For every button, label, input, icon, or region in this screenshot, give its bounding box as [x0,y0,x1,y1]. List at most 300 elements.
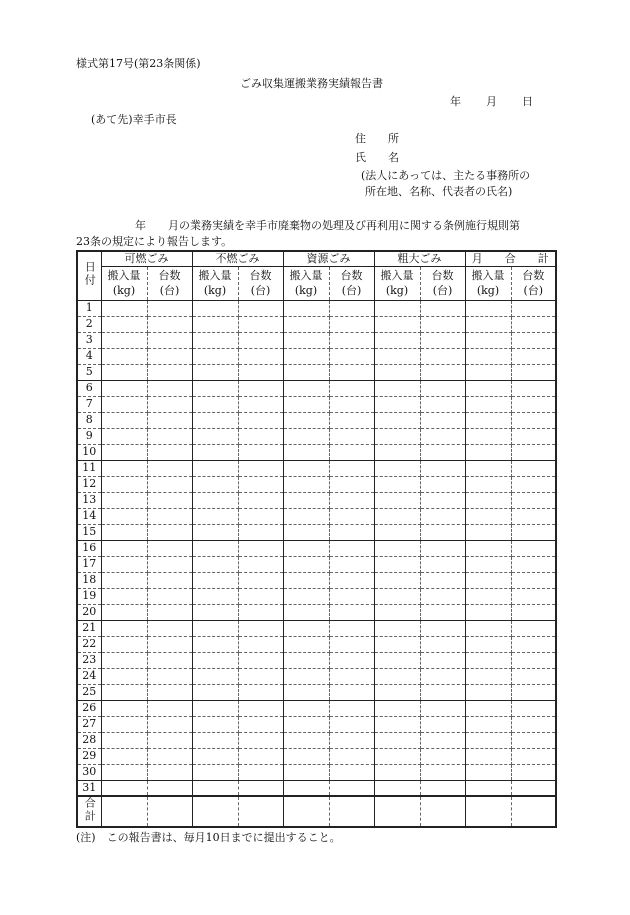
amount-cell[interactable] [192,380,238,396]
amount-cell[interactable] [374,652,420,668]
vehicle-count-cell[interactable] [238,380,283,396]
vehicle-count-cell[interactable] [329,588,374,604]
vehicle-count-cell[interactable] [420,764,465,780]
vehicle-count-cell[interactable] [238,540,283,556]
vehicle-count-cell[interactable] [511,684,556,700]
vehicle-count-cell[interactable] [511,700,556,716]
amount-cell[interactable] [101,764,147,780]
amount-cell[interactable] [465,332,511,348]
vehicle-count-cell[interactable] [147,348,192,364]
vehicle-count-cell[interactable] [329,348,374,364]
vehicle-count-cell[interactable] [511,540,556,556]
amount-cell[interactable] [192,460,238,476]
vehicle-count-cell[interactable] [329,492,374,508]
vehicle-count-cell[interactable] [329,732,374,748]
vehicle-count-cell[interactable] [420,300,465,316]
vehicle-count-cell[interactable] [238,460,283,476]
amount-cell[interactable] [192,652,238,668]
amount-cell[interactable] [465,380,511,396]
amount-cell[interactable] [192,332,238,348]
vehicle-count-cell[interactable] [147,428,192,444]
amount-cell[interactable] [465,348,511,364]
vehicle-count-cell[interactable] [420,332,465,348]
vehicle-count-cell[interactable] [147,316,192,332]
vehicle-count-cell[interactable] [511,588,556,604]
vehicle-count-cell[interactable] [329,620,374,636]
vehicle-count-cell[interactable] [329,684,374,700]
amount-cell[interactable] [101,748,147,764]
amount-cell[interactable] [465,396,511,412]
total-vehicle-count-cell[interactable] [329,796,374,827]
vehicle-count-cell[interactable] [238,668,283,684]
amount-cell[interactable] [283,700,329,716]
vehicle-count-cell[interactable] [329,540,374,556]
vehicle-count-cell[interactable] [511,300,556,316]
vehicle-count-cell[interactable] [238,780,283,796]
total-amount-cell[interactable] [374,796,420,827]
amount-cell[interactable] [465,492,511,508]
vehicle-count-cell[interactable] [238,556,283,572]
amount-cell[interactable] [374,556,420,572]
vehicle-count-cell[interactable] [238,492,283,508]
vehicle-count-cell[interactable] [420,316,465,332]
amount-cell[interactable] [192,748,238,764]
vehicle-count-cell[interactable] [238,300,283,316]
amount-cell[interactable] [101,652,147,668]
vehicle-count-cell[interactable] [147,492,192,508]
amount-cell[interactable] [283,732,329,748]
vehicle-count-cell[interactable] [238,444,283,460]
total-amount-cell[interactable] [283,796,329,827]
vehicle-count-cell[interactable] [147,652,192,668]
amount-cell[interactable] [374,668,420,684]
amount-cell[interactable] [283,492,329,508]
vehicle-count-cell[interactable] [420,668,465,684]
amount-cell[interactable] [192,716,238,732]
amount-cell[interactable] [192,492,238,508]
amount-cell[interactable] [283,780,329,796]
vehicle-count-cell[interactable] [511,348,556,364]
amount-cell[interactable] [283,364,329,380]
amount-cell[interactable] [101,476,147,492]
amount-cell[interactable] [192,428,238,444]
vehicle-count-cell[interactable] [329,572,374,588]
vehicle-count-cell[interactable] [147,764,192,780]
vehicle-count-cell[interactable] [511,780,556,796]
vehicle-count-cell[interactable] [238,748,283,764]
total-vehicle-count-cell[interactable] [238,796,283,827]
vehicle-count-cell[interactable] [147,588,192,604]
amount-cell[interactable] [101,540,147,556]
amount-cell[interactable] [101,556,147,572]
amount-cell[interactable] [283,508,329,524]
vehicle-count-cell[interactable] [329,604,374,620]
vehicle-count-cell[interactable] [511,748,556,764]
amount-cell[interactable] [192,348,238,364]
vehicle-count-cell[interactable] [420,572,465,588]
amount-cell[interactable] [192,412,238,428]
amount-cell[interactable] [101,348,147,364]
amount-cell[interactable] [192,444,238,460]
vehicle-count-cell[interactable] [511,732,556,748]
amount-cell[interactable] [465,684,511,700]
vehicle-count-cell[interactable] [238,396,283,412]
amount-cell[interactable] [465,476,511,492]
vehicle-count-cell[interactable] [511,716,556,732]
vehicle-count-cell[interactable] [147,684,192,700]
vehicle-count-cell[interactable] [329,556,374,572]
amount-cell[interactable] [192,588,238,604]
vehicle-count-cell[interactable] [511,508,556,524]
amount-cell[interactable] [192,732,238,748]
amount-cell[interactable] [101,780,147,796]
vehicle-count-cell[interactable] [511,556,556,572]
vehicle-count-cell[interactable] [147,620,192,636]
vehicle-count-cell[interactable] [147,780,192,796]
vehicle-count-cell[interactable] [147,700,192,716]
vehicle-count-cell[interactable] [420,748,465,764]
vehicle-count-cell[interactable] [511,460,556,476]
vehicle-count-cell[interactable] [147,748,192,764]
vehicle-count-cell[interactable] [329,428,374,444]
amount-cell[interactable] [465,780,511,796]
vehicle-count-cell[interactable] [420,428,465,444]
amount-cell[interactable] [101,380,147,396]
vehicle-count-cell[interactable] [147,412,192,428]
amount-cell[interactable] [192,524,238,540]
amount-cell[interactable] [192,396,238,412]
amount-cell[interactable] [283,524,329,540]
vehicle-count-cell[interactable] [238,636,283,652]
amount-cell[interactable] [374,444,420,460]
vehicle-count-cell[interactable] [420,492,465,508]
amount-cell[interactable] [283,652,329,668]
vehicle-count-cell[interactable] [420,380,465,396]
amount-cell[interactable] [374,620,420,636]
amount-cell[interactable] [283,460,329,476]
vehicle-count-cell[interactable] [511,428,556,444]
vehicle-count-cell[interactable] [238,732,283,748]
vehicle-count-cell[interactable] [420,604,465,620]
vehicle-count-cell[interactable] [238,348,283,364]
amount-cell[interactable] [101,444,147,460]
amount-cell[interactable] [374,604,420,620]
amount-cell[interactable] [283,412,329,428]
vehicle-count-cell[interactable] [420,524,465,540]
vehicle-count-cell[interactable] [147,524,192,540]
amount-cell[interactable] [101,412,147,428]
vehicle-count-cell[interactable] [238,508,283,524]
vehicle-count-cell[interactable] [511,604,556,620]
vehicle-count-cell[interactable] [147,364,192,380]
amount-cell[interactable] [101,492,147,508]
vehicle-count-cell[interactable] [238,412,283,428]
amount-cell[interactable] [374,412,420,428]
amount-cell[interactable] [192,316,238,332]
vehicle-count-cell[interactable] [420,412,465,428]
amount-cell[interactable] [283,348,329,364]
vehicle-count-cell[interactable] [238,428,283,444]
vehicle-count-cell[interactable] [238,332,283,348]
amount-cell[interactable] [192,668,238,684]
vehicle-count-cell[interactable] [511,332,556,348]
amount-cell[interactable] [283,572,329,588]
amount-cell[interactable] [374,764,420,780]
vehicle-count-cell[interactable] [238,620,283,636]
vehicle-count-cell[interactable] [329,716,374,732]
amount-cell[interactable] [101,620,147,636]
vehicle-count-cell[interactable] [238,700,283,716]
vehicle-count-cell[interactable] [329,748,374,764]
amount-cell[interactable] [465,364,511,380]
amount-cell[interactable] [101,668,147,684]
vehicle-count-cell[interactable] [329,444,374,460]
amount-cell[interactable] [101,364,147,380]
vehicle-count-cell[interactable] [329,396,374,412]
total-amount-cell[interactable] [192,796,238,827]
vehicle-count-cell[interactable] [238,572,283,588]
vehicle-count-cell[interactable] [420,588,465,604]
amount-cell[interactable] [374,364,420,380]
amount-cell[interactable] [192,636,238,652]
amount-cell[interactable] [374,684,420,700]
total-amount-cell[interactable] [465,796,511,827]
vehicle-count-cell[interactable] [329,460,374,476]
amount-cell[interactable] [101,428,147,444]
amount-cell[interactable] [101,588,147,604]
amount-cell[interactable] [465,508,511,524]
amount-cell[interactable] [374,636,420,652]
amount-cell[interactable] [192,572,238,588]
vehicle-count-cell[interactable] [511,380,556,396]
total-amount-cell[interactable] [101,796,147,827]
vehicle-count-cell[interactable] [238,652,283,668]
amount-cell[interactable] [101,684,147,700]
vehicle-count-cell[interactable] [420,652,465,668]
amount-cell[interactable] [101,732,147,748]
vehicle-count-cell[interactable] [511,668,556,684]
amount-cell[interactable] [374,524,420,540]
amount-cell[interactable] [283,636,329,652]
vehicle-count-cell[interactable] [420,460,465,476]
vehicle-count-cell[interactable] [147,460,192,476]
amount-cell[interactable] [192,476,238,492]
amount-cell[interactable] [101,572,147,588]
vehicle-count-cell[interactable] [511,316,556,332]
vehicle-count-cell[interactable] [238,524,283,540]
vehicle-count-cell[interactable] [147,572,192,588]
amount-cell[interactable] [465,572,511,588]
amount-cell[interactable] [101,700,147,716]
vehicle-count-cell[interactable] [329,316,374,332]
amount-cell[interactable] [374,508,420,524]
amount-cell[interactable] [283,588,329,604]
vehicle-count-cell[interactable] [420,540,465,556]
amount-cell[interactable] [465,444,511,460]
amount-cell[interactable] [283,604,329,620]
vehicle-count-cell[interactable] [147,332,192,348]
vehicle-count-cell[interactable] [238,364,283,380]
amount-cell[interactable] [101,460,147,476]
amount-cell[interactable] [374,476,420,492]
amount-cell[interactable] [374,348,420,364]
vehicle-count-cell[interactable] [238,716,283,732]
amount-cell[interactable] [283,300,329,316]
vehicle-count-cell[interactable] [511,492,556,508]
amount-cell[interactable] [465,316,511,332]
vehicle-count-cell[interactable] [420,620,465,636]
amount-cell[interactable] [192,508,238,524]
amount-cell[interactable] [374,716,420,732]
amount-cell[interactable] [465,732,511,748]
vehicle-count-cell[interactable] [420,556,465,572]
vehicle-count-cell[interactable] [238,604,283,620]
amount-cell[interactable] [465,668,511,684]
vehicle-count-cell[interactable] [238,588,283,604]
amount-cell[interactable] [465,412,511,428]
amount-cell[interactable] [101,396,147,412]
amount-cell[interactable] [101,716,147,732]
vehicle-count-cell[interactable] [147,540,192,556]
amount-cell[interactable] [374,780,420,796]
amount-cell[interactable] [374,748,420,764]
amount-cell[interactable] [101,524,147,540]
vehicle-count-cell[interactable] [511,396,556,412]
vehicle-count-cell[interactable] [420,444,465,460]
amount-cell[interactable] [101,636,147,652]
vehicle-count-cell[interactable] [147,668,192,684]
amount-cell[interactable] [465,636,511,652]
amount-cell[interactable] [465,652,511,668]
amount-cell[interactable] [101,332,147,348]
amount-cell[interactable] [283,684,329,700]
amount-cell[interactable] [465,556,511,572]
total-vehicle-count-cell[interactable] [420,796,465,827]
amount-cell[interactable] [374,316,420,332]
vehicle-count-cell[interactable] [511,620,556,636]
amount-cell[interactable] [283,716,329,732]
vehicle-count-cell[interactable] [420,396,465,412]
amount-cell[interactable] [283,620,329,636]
amount-cell[interactable] [283,332,329,348]
total-vehicle-count-cell[interactable] [147,796,192,827]
vehicle-count-cell[interactable] [511,764,556,780]
vehicle-count-cell[interactable] [420,636,465,652]
amount-cell[interactable] [465,540,511,556]
vehicle-count-cell[interactable] [238,476,283,492]
amount-cell[interactable] [283,748,329,764]
amount-cell[interactable] [192,540,238,556]
amount-cell[interactable] [192,364,238,380]
amount-cell[interactable] [101,300,147,316]
amount-cell[interactable] [374,380,420,396]
vehicle-count-cell[interactable] [147,396,192,412]
vehicle-count-cell[interactable] [420,364,465,380]
amount-cell[interactable] [192,684,238,700]
amount-cell[interactable] [374,460,420,476]
amount-cell[interactable] [283,476,329,492]
amount-cell[interactable] [101,508,147,524]
amount-cell[interactable] [465,300,511,316]
amount-cell[interactable] [192,620,238,636]
vehicle-count-cell[interactable] [147,732,192,748]
amount-cell[interactable] [465,524,511,540]
vehicle-count-cell[interactable] [511,524,556,540]
vehicle-count-cell[interactable] [329,636,374,652]
amount-cell[interactable] [192,300,238,316]
vehicle-count-cell[interactable] [329,700,374,716]
vehicle-count-cell[interactable] [420,732,465,748]
vehicle-count-cell[interactable] [147,604,192,620]
vehicle-count-cell[interactable] [329,668,374,684]
amount-cell[interactable] [192,780,238,796]
vehicle-count-cell[interactable] [420,684,465,700]
amount-cell[interactable] [192,604,238,620]
vehicle-count-cell[interactable] [420,780,465,796]
vehicle-count-cell[interactable] [238,316,283,332]
vehicle-count-cell[interactable] [329,380,374,396]
vehicle-count-cell[interactable] [420,508,465,524]
vehicle-count-cell[interactable] [329,412,374,428]
vehicle-count-cell[interactable] [511,364,556,380]
vehicle-count-cell[interactable] [238,764,283,780]
amount-cell[interactable] [374,572,420,588]
vehicle-count-cell[interactable] [329,332,374,348]
vehicle-count-cell[interactable] [329,764,374,780]
amount-cell[interactable] [465,716,511,732]
amount-cell[interactable] [465,700,511,716]
amount-cell[interactable] [374,540,420,556]
vehicle-count-cell[interactable] [147,380,192,396]
total-vehicle-count-cell[interactable] [511,796,556,827]
amount-cell[interactable] [465,748,511,764]
amount-cell[interactable] [283,428,329,444]
vehicle-count-cell[interactable] [329,652,374,668]
amount-cell[interactable] [192,700,238,716]
vehicle-count-cell[interactable] [329,476,374,492]
amount-cell[interactable] [465,428,511,444]
amount-cell[interactable] [465,764,511,780]
amount-cell[interactable] [465,620,511,636]
vehicle-count-cell[interactable] [511,444,556,460]
vehicle-count-cell[interactable] [147,556,192,572]
vehicle-count-cell[interactable] [147,508,192,524]
amount-cell[interactable] [374,732,420,748]
vehicle-count-cell[interactable] [147,300,192,316]
vehicle-count-cell[interactable] [420,348,465,364]
amount-cell[interactable] [192,556,238,572]
amount-cell[interactable] [192,764,238,780]
amount-cell[interactable] [283,556,329,572]
amount-cell[interactable] [283,396,329,412]
vehicle-count-cell[interactable] [420,716,465,732]
vehicle-count-cell[interactable] [329,780,374,796]
amount-cell[interactable] [465,460,511,476]
amount-cell[interactable] [374,396,420,412]
amount-cell[interactable] [374,300,420,316]
vehicle-count-cell[interactable] [329,300,374,316]
amount-cell[interactable] [374,700,420,716]
vehicle-count-cell[interactable] [147,444,192,460]
vehicle-count-cell[interactable] [329,508,374,524]
amount-cell[interactable] [374,492,420,508]
vehicle-count-cell[interactable] [420,700,465,716]
vehicle-count-cell[interactable] [147,716,192,732]
amount-cell[interactable] [283,444,329,460]
amount-cell[interactable] [374,332,420,348]
vehicle-count-cell[interactable] [511,652,556,668]
amount-cell[interactable] [101,604,147,620]
